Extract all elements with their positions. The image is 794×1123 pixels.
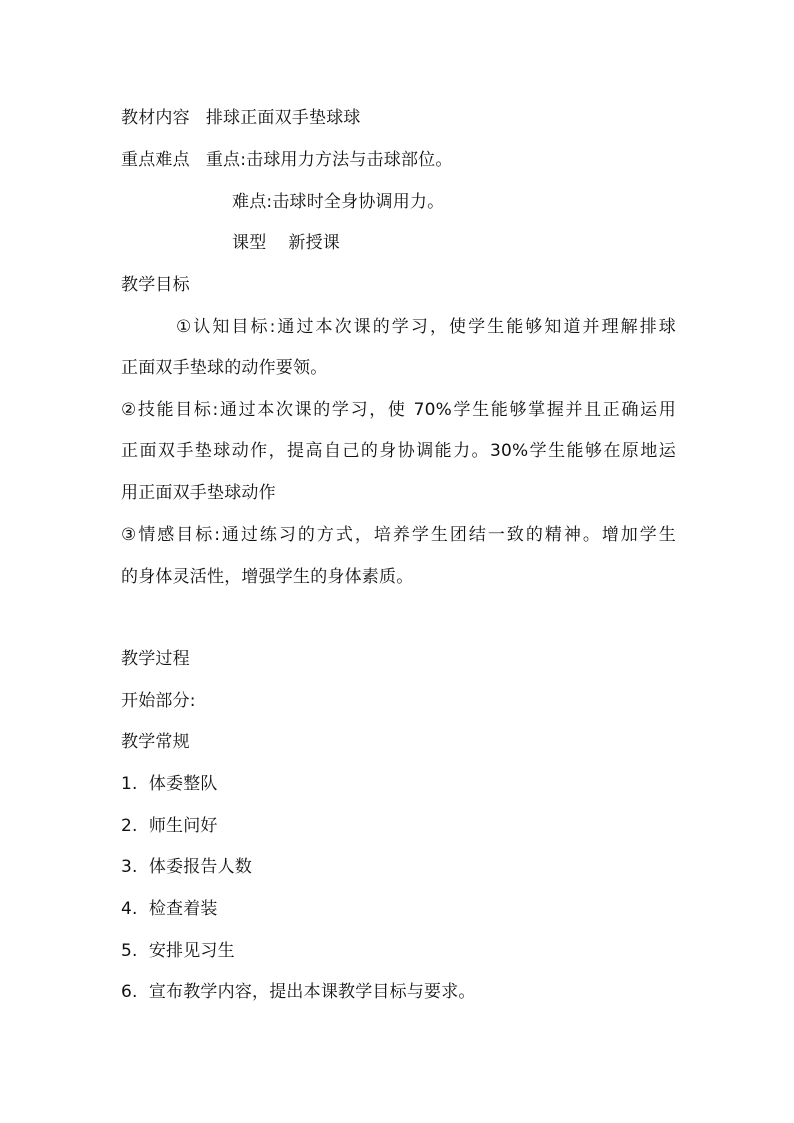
list-item: 4. 检查着装 [121,899,218,919]
objectives-heading: 教学目标 [121,275,190,295]
cognitive-objective-line2: 正面双手垫球的动作要领。 [121,358,328,378]
skill-objective-line1: ②技能目标:通过本次课的学习，使 70%学生能够掌握并且正确运用 [121,400,676,420]
skill-objective-line2: 正面双手垫球动作，提高自己的身协调能力。30%学生能够在原地运 [121,441,676,461]
content-line [121,107,361,129]
lesson-type-label: 课型 [232,233,267,253]
emotion-objective-line1: ③情感目标:通过练习的方式，培养学生团结一致的精神。增加学生 [121,525,676,545]
start-part: 开始部分: [121,691,196,711]
difficulty-line [121,149,453,171]
lesson-type-value: 新授课 [288,233,341,253]
cognitive-objective-line1: ①认知目标:通过本次课的学习，使学生能够知道并理解排球 [176,317,676,337]
emotion-objective-line2: 的身体灵活性，增强学生的身体素质。 [121,567,414,587]
routine-heading: 教学常规 [121,732,190,752]
list-item: 6. 宣布教学内容，提出本课教学目标与要求。 [121,982,476,1002]
list-item: 3. 体委报告人数 [121,857,253,877]
content-value: 排球正面双手垫球球 [205,108,361,128]
list-item: 5. 安排见习生 [121,941,235,961]
lesson-type-line [232,232,340,254]
difficulty-label: 重点难点 [121,150,190,170]
list-item: 1. 体委整队 [121,774,218,794]
process-heading: 教学过程 [121,649,190,669]
content-label: 教材内容 [121,108,190,128]
list-item: 2. 师生问好 [121,816,218,836]
skill-objective-line3: 用正面双手垫球动作 [121,483,276,503]
key-point: 重点:击球用力方法与击球部位。 [205,150,453,170]
difficult-point: 难点:击球时全身协调用力。 [232,192,445,212]
